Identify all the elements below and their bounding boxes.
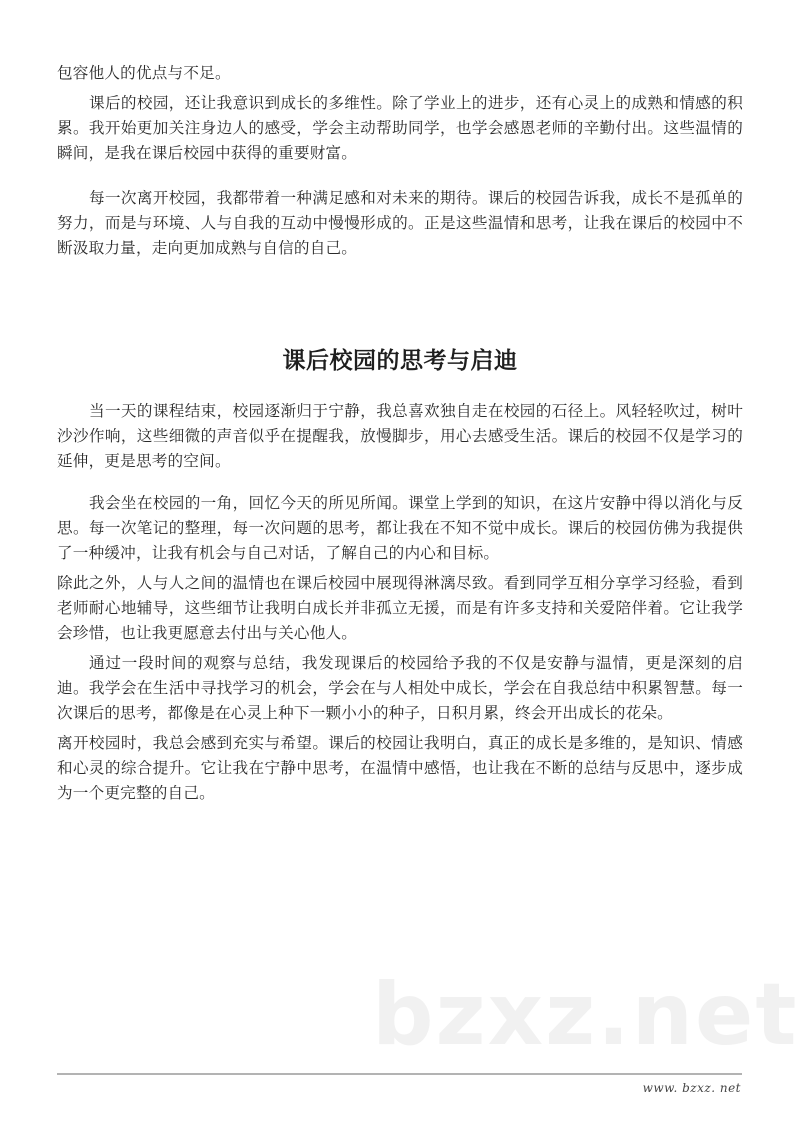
footer-divider [57,1073,742,1075]
paragraph-continued-2: 课后的校园，还让我意识到成长的多维性。除了学业上的进步，还有心灵上的成熟和情感的积累。我开始更加关注身边人的感受，学会主动帮助同学，也学会感恩老师的辛勤付出。这些温情的瞬间，是我在课后校园中获得的重要财富。 [57,94,743,162]
section-paragraph-5: 离开校园时，我总会感到充实与希望。课后的校园让我明白，真正的成长是多维的，是知识、情感和心灵的综合提升。它让我在宁静中思考，在温情中感悟，也让我在不断的总结与反思中，逐步成为一个更完整的自己。 [57,734,743,802]
section-paragraph-4: 通过一段时间的观察与总结，我发现课后的校园给予我的不仅是安静与温情，更是深刻的启迪。我学会在生活中寻找学习的机会，学会在与人相处中成长，学会在自我总结中积累智慧。每一次课后的思考，都像是在心灵上种下一颗小小的种子，日积月累，终会开出成长的花朵。 [57,654,743,722]
footer-url: www. bzxz. net [642,1081,741,1095]
watermark: bzxz.net [372,965,799,1065]
section-paragraph-2: 我会坐在校园的一角，回忆今天的所见所闻。课堂上学到的知识，在这片安静中得以消化与反思。每一次笔记的整理，每一次问题的思考，都让我在不知不觉中成长。课后的校园仿佛为我提供了一种缓冲，让我有机会与自己对话，了解自己的内心和目标。 [57,494,743,562]
section-title: 课后校园的思考与启迪 [282,348,518,374]
paragraph-continued-3: 每一次离开校园，我都带着一种满足感和对未来的期待。课后的校园告诉我，成长不是孤单的努力，而是与环境、人与自我的互动中慢慢形成的。正是这些温情和思考，让我在课后的校园中不断汲取力量，走向更加成熟与自信的自己。 [57,189,743,257]
section-paragraph-1: 当一天的课程结束，校园逐渐归于宁静，我总喜欢独自走在校园的石径上。风轻轻吹过，树叶沙沙作响，这些细微的声音似乎在提醒我，放慢脚步，用心去感受生活。课后的校园不仅是学习的延伸，更是思考的空间。 [57,402,743,470]
paragraph-continued-1: 包容他人的优点与不足。 [57,64,231,82]
section-paragraph-3: 除此之外，人与人之间的温情也在课后校园中展现得淋漓尽致。看到同学互相分享学习经验，看到老师耐心地辅导，这些细节让我明白成长并非孤立无援，而是有许多支持和关爱陪伴着。它让我学会珍惜，也让我更愿意去付出与关心他人。 [57,574,743,642]
